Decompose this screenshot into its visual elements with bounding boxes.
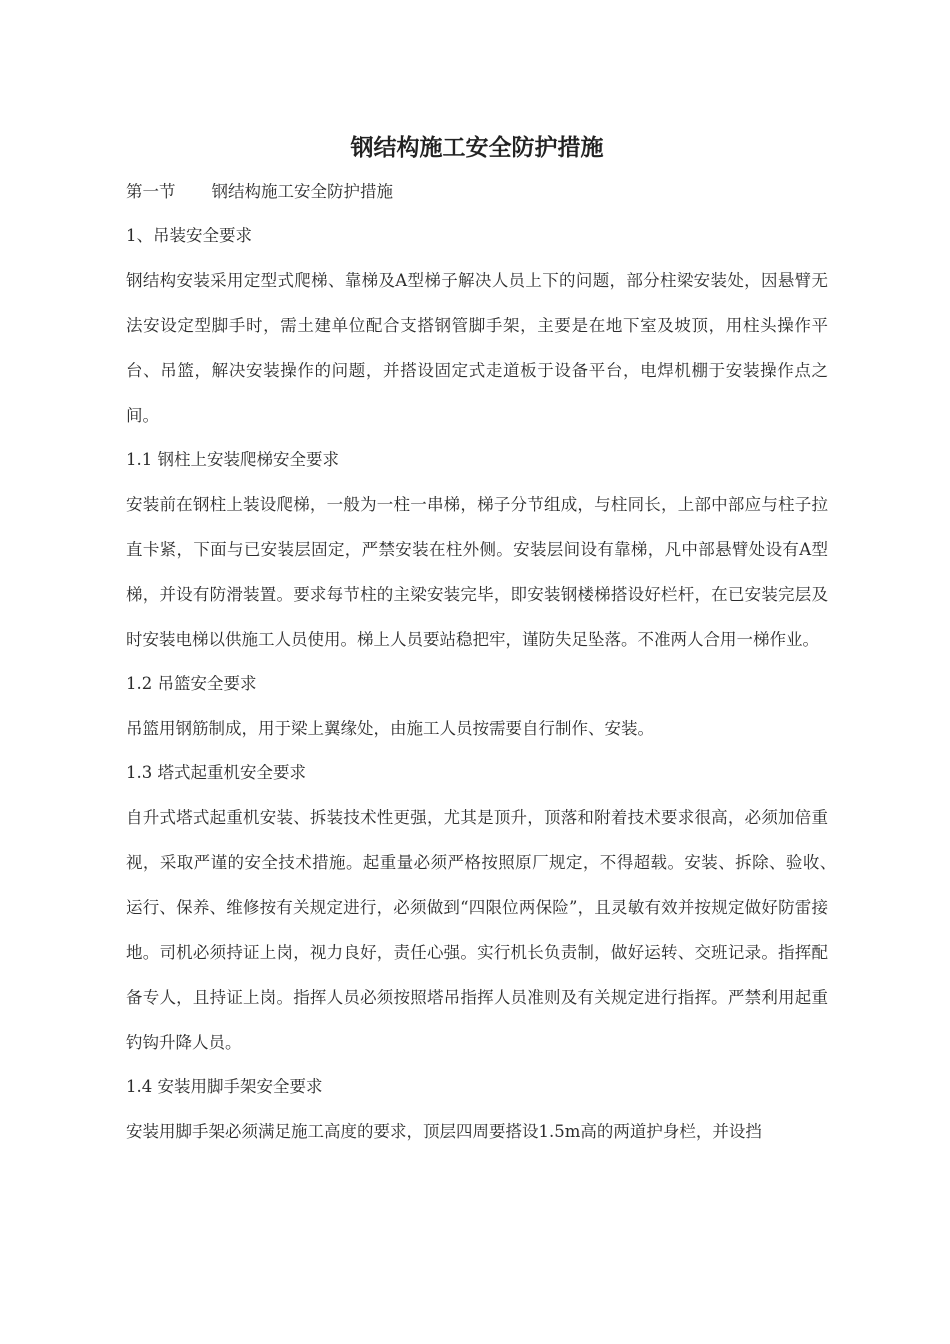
heading-lifting-safety: 1、吊装安全要求 xyxy=(126,226,252,245)
paragraph-lifting-safety: 钢结构安装采用定型式爬梯、靠梯及A型梯子解决人员上下的问题，部分柱梁安装处，因悬臂无法安设定型脚手时，需土建单位配合支搭钢管脚手架，主要是在地下室及坡顶，用柱头操作平台、吊篮，解决安装操作的问题，并搭设固定式走道板于设备平台，电焊机棚于安装操作点之间。 xyxy=(126,271,828,425)
heading-basket-safety: 1.2 吊篮安全要求 xyxy=(126,674,257,693)
section-number: 第一节 xyxy=(126,182,176,201)
section-title: 钢结构施工安全防护措施 xyxy=(211,182,393,201)
heading-tower-crane-safety: 1.3 塔式起重机安全要求 xyxy=(126,763,306,782)
paragraph-scaffold-safety: 安装用脚手架必须满足施工高度的要求，顶层四周要搭设1.5m高的两道护身栏，并设挡 xyxy=(126,1122,762,1141)
section-heading xyxy=(126,170,828,214)
paragraph-tower-crane-safety: 自升式塔式起重机安装、拆装技术性更强，尤其是顶升，顶落和附着技术要求很高，必须加倍重视，采取严谨的安全技术措施。起重量必须严格按照原厂规定，不得超载。安装、拆除、验收、 运行、保养、维修按有关规定进行，必须做到“四限位两保险”，且灵敏有效并按规定做好防雷接地。司机必须持证上岗，视力良好，责任心强。实行机长负责制，做好运转、交班记录。指挥配备专人，且持证上岗。指挥人员必须按照塔吊指挥人员准则及有关规定进行指挥。严禁利用起重钓钩升降人员。 xyxy=(126,808,845,1052)
paragraph-basket-safety: 吊篮用钢筋制成，用于梁上翼缘处，由施工人员按需要自行制作、安装。 xyxy=(126,719,654,738)
heading-ladder-safety: 1.1 钢柱上安装爬梯安全要求 xyxy=(126,450,339,469)
paragraph-ladder-safety: 安装前在钢柱上装设爬梯，一般为一柱一串梯，梯子分节组成，与柱同长，上部中部应与柱子拉直卡紧，下面与已安装层固定，严禁安装在柱外侧。安装层间设有靠梯，凡中部悬臂处设有A型梯，并设有防滑装置。要求每节柱的主梁安装完毕，即安装钢楼梯搭设好栏杆，在已安装完层及时安装电梯以供施工人员使用。梯上人员要站稳把牢，谨防失足坠落。不准两人合用一梯作业。 xyxy=(126,495,828,649)
document-body xyxy=(126,126,845,1154)
heading-scaffold-safety: 1.4 安装用脚手架安全要求 xyxy=(126,1077,323,1096)
document-title: 钢结构施工安全防护措施 xyxy=(350,135,604,161)
